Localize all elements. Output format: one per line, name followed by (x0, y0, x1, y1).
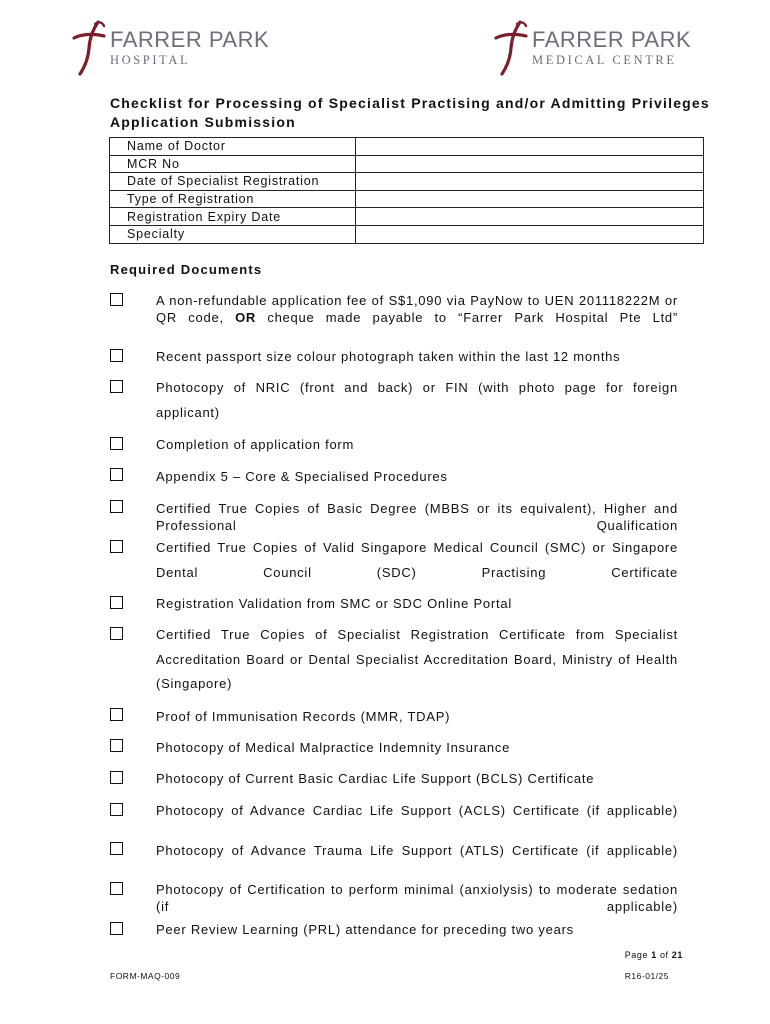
item-text: Photocopy of NRIC (front and back) or FIN (with photo page for foreign applicant) (156, 380, 678, 420)
checkbox[interactable] (110, 500, 123, 513)
checkbox[interactable] (110, 882, 123, 895)
item-text: Appendix 5 – Core & Specialised Procedures (156, 469, 448, 484)
detail-label: Specialty (110, 225, 356, 243)
item-text: Proof of Immunisation Records (MMR, TDAP) (156, 709, 451, 724)
item-text: A non-refundable application fee of S$1,090 via PayNow to UEN 201118222M or QR code, OR cheque made payable to “Farrer Park Hospital Pte Ltd” (156, 293, 678, 325)
detail-label: MCR No (110, 155, 356, 173)
revision-code: R16-01/25 (624, 971, 669, 981)
checkbox[interactable] (110, 293, 123, 306)
checkbox[interactable] (110, 596, 123, 609)
cross-flourish-icon (490, 20, 530, 76)
item-text: Photocopy of Advance Cardiac Life Support (ACLS) Certificate (if applicable) (156, 803, 678, 818)
item-text: Completion of application form (156, 437, 355, 452)
detail-value-field[interactable] (356, 138, 704, 156)
detail-value-field[interactable] (356, 190, 704, 208)
checkbox[interactable] (110, 708, 123, 721)
checkbox[interactable] (110, 468, 123, 481)
farrer-park-medical-centre-logo (490, 20, 691, 78)
detail-value-field[interactable] (356, 225, 704, 243)
checkbox[interactable] (110, 627, 123, 640)
checkbox[interactable] (110, 380, 123, 393)
checkbox[interactable] (110, 437, 123, 450)
detail-label: Date of Specialist Registration (110, 173, 356, 191)
cross-flourish-icon (68, 20, 108, 76)
item-text: Registration Validation from SMC or SDC Online Portal (156, 596, 512, 611)
table-row (110, 173, 704, 191)
item-text: Photocopy of Current Basic Cardiac Life Support (BCLS) Certificate (156, 771, 595, 786)
logo-left-name: FARRER PARK (110, 27, 270, 52)
detail-label: Registration Expiry Date (110, 208, 356, 226)
item-text: Certified True Copies of Basic Degree (MBBS or its equivalent), Higher and Professional Qualification (156, 501, 678, 533)
doctor-details-table (109, 137, 704, 244)
item-text: Peer Review Learning (PRL) attendance for preceding two years (156, 922, 574, 937)
page-title: Checklist for Processing of Specialist Practising and/or Admitting Privileges Application Submission (110, 95, 710, 130)
table-row (110, 190, 704, 208)
table-row (110, 155, 704, 173)
farrer-park-hospital-logo (68, 20, 269, 78)
required-documents-heading: Required Documents (110, 262, 263, 277)
table-row (110, 225, 704, 243)
checkbox[interactable] (110, 771, 123, 784)
detail-value-field[interactable] (356, 155, 704, 173)
detail-value-field[interactable] (356, 208, 704, 226)
checkbox[interactable] (110, 540, 123, 553)
checkbox[interactable] (110, 739, 123, 752)
form-code: FORM-MAQ-009 (110, 971, 181, 981)
logo-right-name: FARRER PARK (532, 27, 692, 52)
detail-label: Name of Doctor (110, 138, 356, 156)
item-text: Photocopy of Medical Malpractice Indemnity Insurance (156, 740, 511, 755)
item-text: Recent passport size colour photograph taken within the last 12 months (156, 349, 621, 364)
checkbox[interactable] (110, 842, 123, 855)
checkbox[interactable] (110, 349, 123, 362)
table-row (110, 138, 704, 156)
table-row (110, 208, 704, 226)
logo-left-sub: HOSPITAL (110, 53, 191, 67)
logo-right-sub: MEDICAL CENTRE (532, 53, 677, 67)
item-text: Photocopy of Certification to perform minimal (anxiolysis) to moderate sedation (if applicable) (156, 882, 678, 914)
checkbox[interactable] (110, 922, 123, 935)
detail-label: Type of Registration (110, 190, 356, 208)
checkbox[interactable] (110, 803, 123, 816)
detail-value-field[interactable] (356, 173, 704, 191)
item-text: Certified True Copies of Specialist Registration Certificate from Specialist Accreditation Board or Dental Specialist Accreditation Board, Ministry of Health (Singapore) (156, 627, 678, 691)
page-number: Page 1 of 21 (624, 950, 683, 960)
item-text: Photocopy of Advance Trauma Life Support (ATLS) Certificate (if applicable) (156, 843, 678, 858)
item-text: Certified True Copies of Valid Singapore Medical Council (SMC) or Singapore Dental Council (SDC) Practising Certificate (156, 540, 678, 580)
